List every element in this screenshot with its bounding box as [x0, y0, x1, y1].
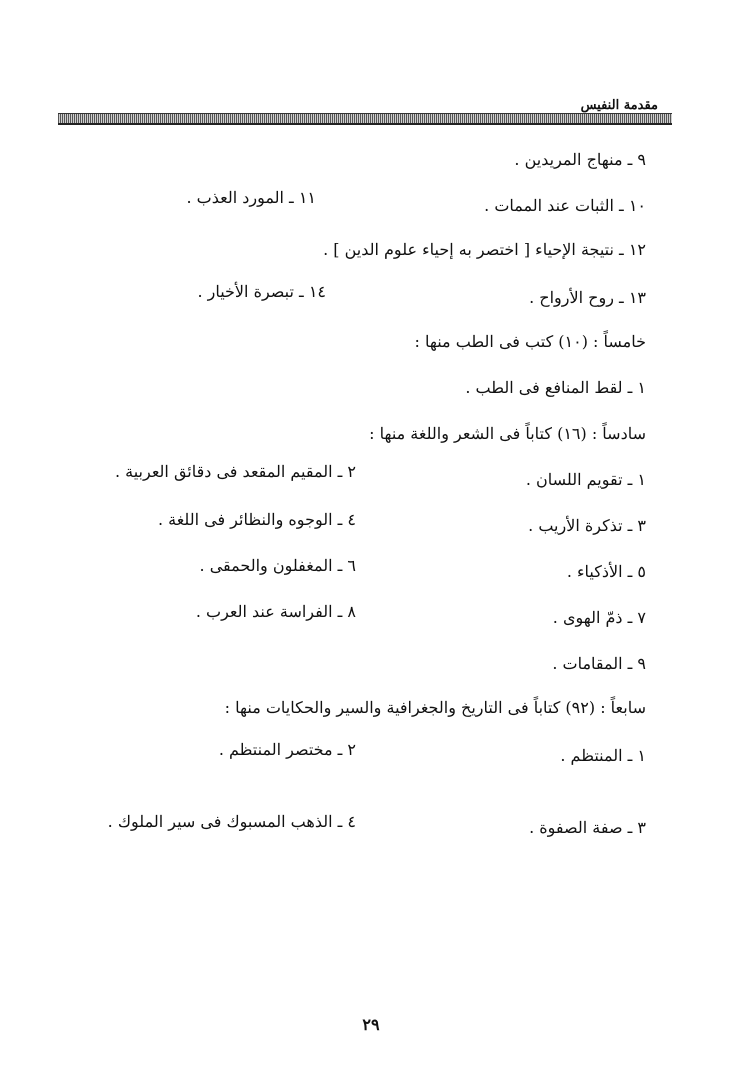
list-item: ٣ ـ صفة الصفوة . — [529, 818, 646, 837]
list-item: ١ ـ لقط المنافع فى الطب . — [465, 378, 646, 397]
list-item: ١٠ ـ الثبات عند الممات . — [484, 196, 646, 215]
list-item: ١٤ ـ تبصرة الأخيار . — [197, 282, 326, 301]
list-item: ٤ ـ الذهب المسبوك فى سير الملوك . — [107, 812, 356, 831]
list-item: ٨ ـ الفراسة عند العرب . — [195, 602, 356, 621]
list-item: ٩ ـ المقامات . — [552, 654, 646, 673]
section-heading: سادساً : (١٦) كتاباً فى الشعر واللغة منها : — [369, 424, 646, 443]
list-item: ١١ ـ المورد العذب . — [186, 188, 316, 207]
list-item: ٤ ـ الوجوه والنظائر فى اللغة . — [157, 510, 356, 529]
list-item: ٥ ـ الأذكياء . — [566, 562, 646, 581]
list-item: ٢ ـ المقيم المقعد فى دقائق العربية . — [114, 462, 356, 481]
section-heading: خامساً : (١٠) كتب فى الطب منها : — [414, 332, 646, 351]
list-item: ١٢ ـ نتيجة الإحياء [ اختصر به إحياء علوم الدين ] . — [323, 240, 646, 259]
list-item: ٣ ـ تذكرة الأريب . — [528, 516, 646, 535]
list-item: ١ ـ تقويم اللسان . — [525, 470, 646, 489]
section-heading: سابعاً : (٩٢) كتاباً فى التاريخ والجغرافية والسير والحكايات منها : — [224, 698, 646, 717]
list-item: ١ ـ المنتظم . — [560, 746, 646, 765]
page-number: ٢٩ — [362, 1015, 380, 1034]
list-item: ١٣ ـ روح الأرواح . — [529, 288, 646, 307]
header-rule — [58, 113, 672, 125]
list-item: ٩ ـ منهاج المريدين . — [514, 150, 646, 169]
list-item: ٦ ـ المغفلون والحمقى . — [199, 556, 356, 575]
list-item: ٢ ـ مختصر المنتظم . — [218, 740, 356, 759]
running-header: مقدمة النفيس — [580, 98, 658, 113]
list-item: ٧ ـ ذمّ الهوى . — [552, 608, 646, 627]
